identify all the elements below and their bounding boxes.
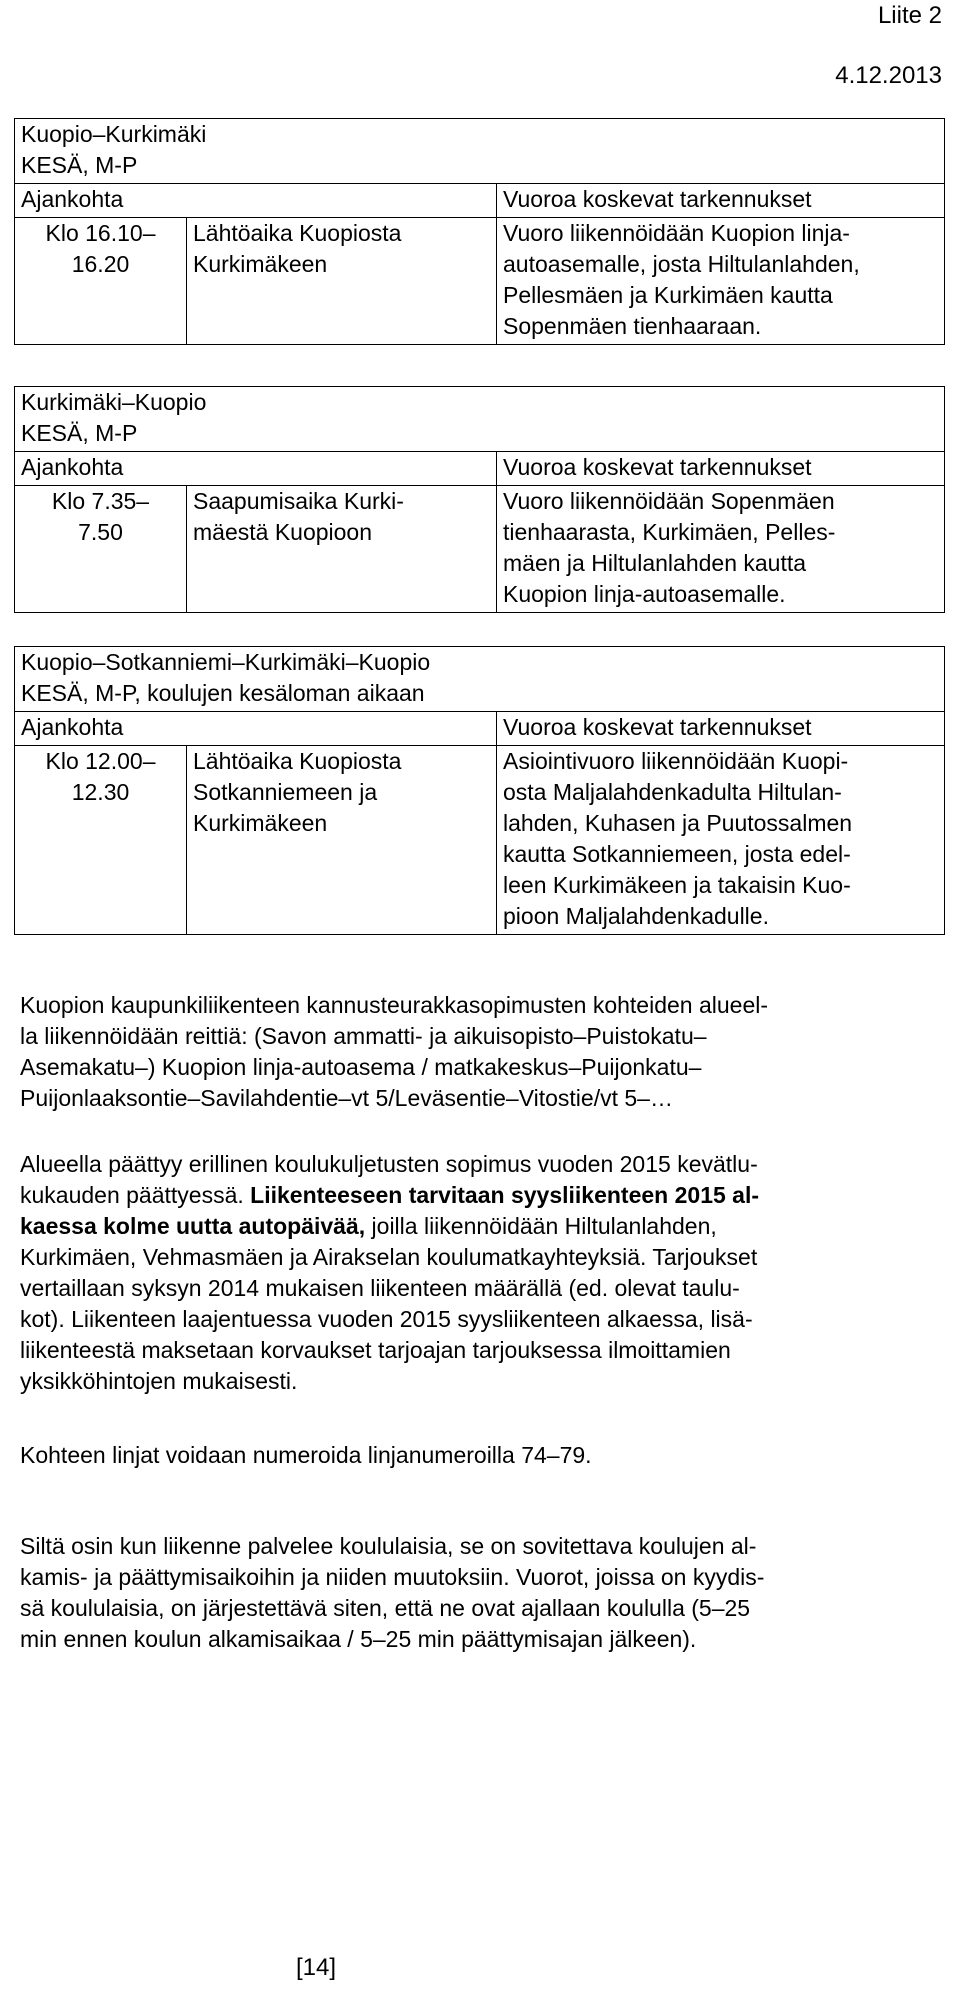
notes-line: lahden, Kuhasen ja Puutossalmen (503, 810, 853, 836)
description-line: Lähtöaika Kuopiosta (193, 220, 402, 246)
season-label: KESÄ, M-P (21, 152, 138, 178)
table-title-cell (15, 647, 945, 712)
notes-line: osta Maljalahdenkadulta Hiltulan- (503, 779, 842, 805)
table-title-row (15, 119, 945, 184)
paragraph-line: Kurkimäen, Vehmasmäen ja Airakselan koulumatkayhteyksiä. Tarjoukset (20, 1244, 758, 1270)
description-line: Kurkimäkeen (193, 251, 328, 277)
col-header-time: Ajankohta (15, 184, 497, 218)
emphasis-text: Liikenteeseen tarvitaan syysliikenteen 2015 al- (250, 1182, 760, 1208)
description-line: Kurkimäkeen (193, 810, 328, 836)
paragraph-text: joilla liikennöidään Hiltulanlahden, (365, 1213, 717, 1239)
notes-line: Vuoro liikennöidään Sopenmäen (503, 488, 835, 514)
schedule-table-2 (14, 386, 945, 613)
time-cell (15, 486, 187, 613)
paragraph-line: Asemakatu–) Kuopion linja-autoasema / matkakeskus–Puijonkatu– (20, 1054, 702, 1080)
notes-line: Vuoro liikennöidään Kuopion linja- (503, 220, 850, 246)
paragraph-text: kukauden päättyessä. (20, 1182, 251, 1208)
notes-line: Sopenmäen tienhaaraan. (503, 313, 762, 339)
school-timing-paragraph (20, 1531, 940, 1655)
time-line: Klo 16.10– (45, 220, 156, 246)
notes-line: Pellesmäen ja Kurkimäen kautta (503, 282, 833, 308)
page-number: [14] (296, 1954, 337, 1981)
season-label: KESÄ, M-P, koulujen kesäloman aikaan (21, 680, 425, 706)
line-number-paragraph: Kohteen linjat voidaan numeroida linjanumeroilla 74–79. (20, 1442, 592, 1468)
col-header-notes: Vuoroa koskevat tarkennukset (497, 452, 945, 486)
table-row (15, 218, 945, 345)
time-line: 16.20 (71, 251, 130, 277)
notes-line: kautta Sotkanniemeen, josta edel- (503, 841, 851, 867)
table-row (15, 746, 945, 935)
table-title-row (15, 387, 945, 452)
paragraph-line (20, 1211, 940, 1242)
description-line: Sotkanniemeen ja (193, 779, 378, 805)
attachment-label: Liite 2 (877, 2, 942, 29)
time-line: 12.30 (71, 779, 130, 805)
season-label: KESÄ, M-P (21, 420, 138, 446)
description-line: Saapumisaika Kurki- (193, 488, 404, 514)
table-title-row (15, 647, 945, 712)
paragraph-line: la liikennöidään reittiä: (Savon ammatti- ja aikuisopisto–Puistokatu– (20, 1023, 707, 1049)
schedule-table-3 (14, 646, 945, 935)
contract-paragraph (20, 1149, 940, 1397)
time-line: 7.50 (78, 519, 123, 545)
emphasis-text: kaessa kolme uutta autopäivää, (20, 1213, 366, 1239)
table-title-cell (15, 387, 945, 452)
paragraph-line: liikenteestä maksetaan korvaukset tarjoajan tarjouksessa ilmoittamien (20, 1337, 731, 1363)
description-line: Lähtöaika Kuopiosta (193, 748, 402, 774)
description-cell (187, 746, 497, 935)
paragraph-line: Kuopion kaupunkiliikenteen kannusteurakkasopimusten kohteiden alueel- (20, 992, 769, 1018)
paragraph-line: Alueella päättyy erillinen koulukuljetusten sopimus vuoden 2015 kevätlu- (20, 1151, 758, 1177)
description-line: mäestä Kuopioon (193, 519, 373, 545)
paragraph-line: Puijonlaaksontie–Savilahdentie–vt 5/Leväsentie–Vitostie/vt 5–… (20, 1085, 673, 1111)
description-cell (187, 486, 497, 613)
notes-line: tienhaarasta, Kurkimäen, Pelles- (503, 519, 836, 545)
col-header-notes: Vuoroa koskevat tarkennukset (497, 712, 945, 746)
time-line: Klo 12.00– (45, 748, 156, 774)
schedule-table-1 (14, 118, 945, 345)
notes-cell (497, 218, 945, 345)
col-header-time: Ajankohta (15, 452, 497, 486)
paragraph-line: yksikköhintojen mukaisesti. (20, 1368, 298, 1394)
paragraph-line: sä koululaisia, on järjestettävä siten, että ne ovat ajallaan koululla (5–25 (20, 1595, 751, 1621)
table-row (15, 486, 945, 613)
time-cell (15, 746, 187, 935)
route-title: Kurkimäki–Kuopio (21, 389, 207, 415)
col-header-notes: Vuoroa koskevat tarkennukset (497, 184, 945, 218)
notes-line: Asiointivuoro liikennöidään Kuopi- (503, 748, 849, 774)
route-title: Kuopio–Sotkanniemi–Kurkimäki–Kuopio (21, 649, 431, 675)
notes-cell (497, 746, 945, 935)
notes-cell (497, 486, 945, 613)
col-header-time: Ajankohta (15, 712, 497, 746)
time-cell (15, 218, 187, 345)
description-cell (187, 218, 497, 345)
route-paragraph (20, 990, 940, 1114)
notes-line: mäen ja Hiltulanlahden kautta (503, 550, 807, 576)
notes-line: pioon Maljalahdenkadulle. (503, 903, 769, 929)
notes-line: Kuopion linja-autoasemalle. (503, 581, 786, 607)
document-date: 4.12.2013 (835, 62, 942, 89)
paragraph-line: kot). Liikenteen laajentuessa vuoden 2015 syysliikenteen alkaessa, lisä- (20, 1306, 753, 1332)
notes-line: leen Kurkimäkeen ja takaisin Kuo- (503, 872, 851, 898)
paragraph-line: kamis- ja päättymisaikoihin ja niiden muutoksiin. Vuorot, joissa on kyydis- (20, 1564, 765, 1590)
table-header-row (15, 452, 945, 486)
route-title: Kuopio–Kurkimäki (21, 121, 207, 147)
notes-line: autoasemalle, josta Hiltulanlahden, (503, 251, 860, 277)
time-line: Klo 7.35– (51, 488, 150, 514)
paragraph-line: min ennen koulun alkamisaikaa / 5–25 min päättymisajan jälkeen). (20, 1626, 697, 1652)
table-title-cell (15, 119, 945, 184)
paragraph-line (20, 1180, 940, 1211)
paragraph-line: vertaillaan syksyn 2014 mukaisen liikenteen määrällä (ed. olevat taulu- (20, 1275, 740, 1301)
table-header-row (15, 184, 945, 218)
paragraph-line: Siltä osin kun liikenne palvelee koululaisia, se on sovitettava koulujen al- (20, 1533, 757, 1559)
table-header-row (15, 712, 945, 746)
